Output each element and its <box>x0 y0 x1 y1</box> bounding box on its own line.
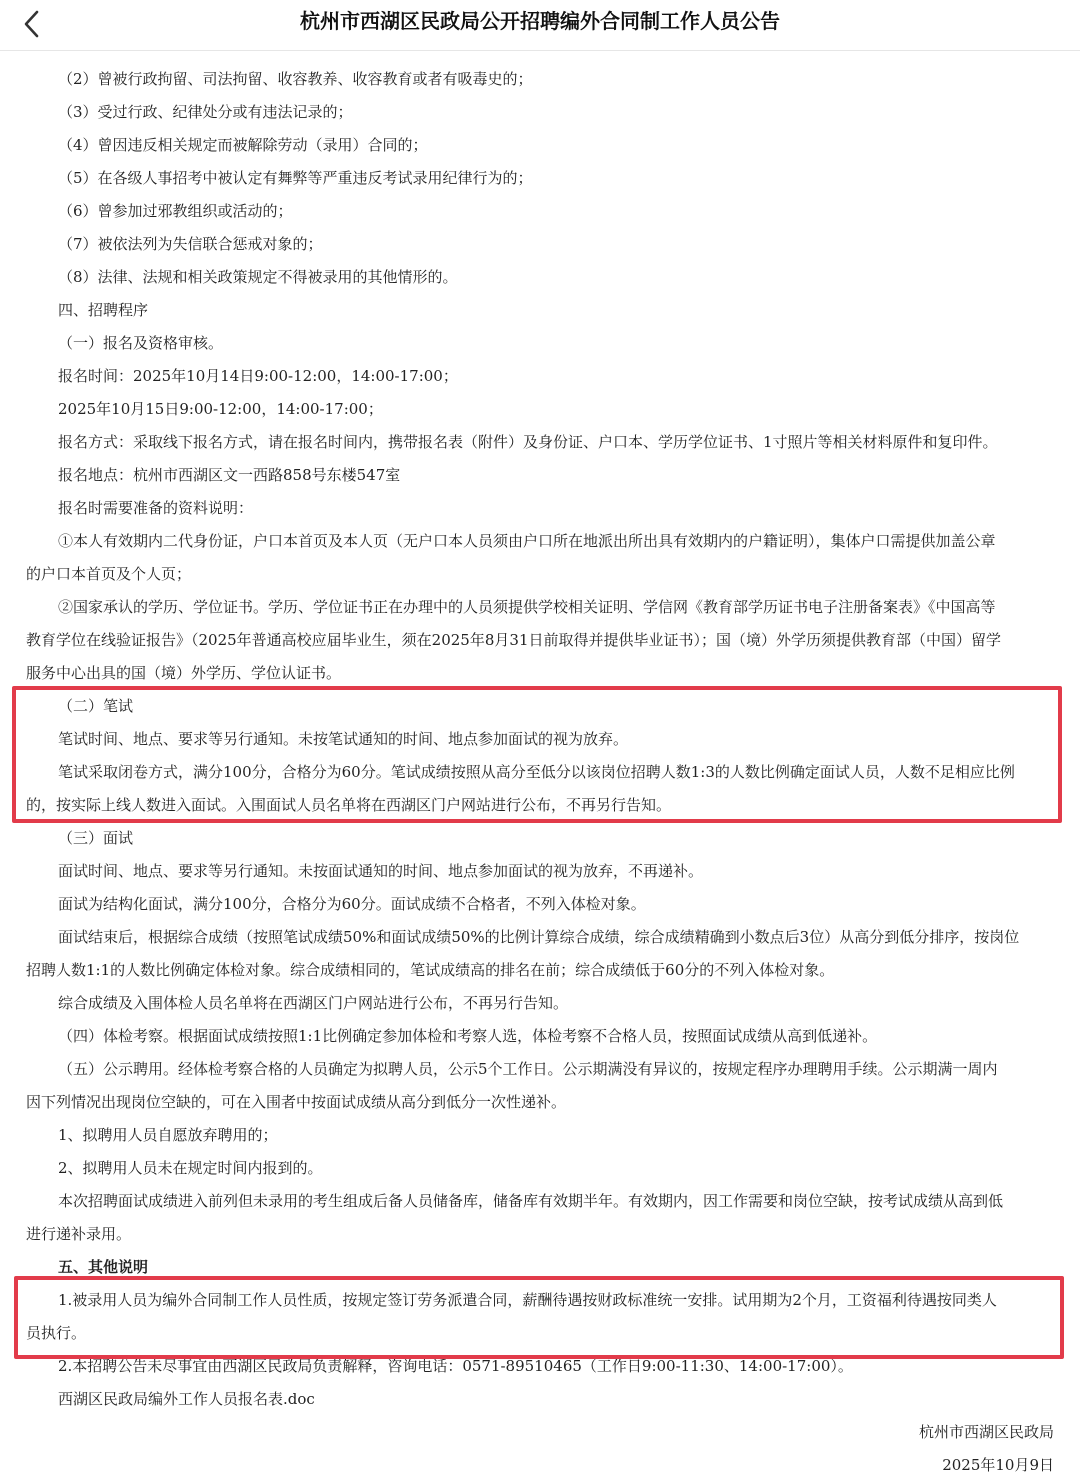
interview-ranking-cont: 招聘人数1:1的人数比例确定体检对象。综合成绩相同的，笔试成绩高的排名在前；综合成绩低于60分的不列入体检对象。 <box>26 961 835 979</box>
subsection-heading-written-exam: （二）笔试 <box>58 697 134 715</box>
written-exam-scoring: 笔试采取闭卷方式，满分100分，合格分为60分。笔试成绩按照从高分至低分以该岗位招聘人数1:3的人数比例确定面试人员，人数不足相应比例 <box>58 763 1015 781</box>
materials-heading: 报名时需要准备的资料说明： <box>58 499 254 517</box>
disqualification-item-6: （6）曾参加过邪教组织或活动的； <box>58 202 293 220</box>
nav-header <box>0 0 1080 51</box>
page-title: 杭州市西湖区民政局公开招聘编外合同制工作人员公告 <box>300 9 780 33</box>
reserve-pool: 本次招聘面试成绩进入前列但未录用的考生组成后备人员储备库，储备库有效期半年。有效期内，因工作需要和岗位空缺，按考试成绩从高到低 <box>58 1192 1004 1210</box>
materials-item-2-cont-2: 服务中心出具的国（境）外学历、学位认证书。 <box>26 664 342 682</box>
interview-scoring: 面试为结构化面试，满分100分，合格分为60分。面试成绩不合格者，不列入体检对象。 <box>58 895 646 913</box>
disqualification-item-7: （7）被依法列为失信联合惩戒对象的； <box>58 235 323 253</box>
disqualification-item-4: （4）曾因违反相关规定而被解除劳动（录用）合同的； <box>58 136 428 154</box>
interview-notice: 面试时间、地点、要求等另行通知。未按面试通知的时间、地点参加面试的视为放弃，不再递补。 <box>58 862 704 880</box>
subsection-heading-interview: （三）面试 <box>58 829 134 847</box>
subsection-heading-registration: （一）报名及资格审核。 <box>58 334 224 352</box>
section-heading-procedure: 四、招聘程序 <box>58 301 149 319</box>
back-button[interactable] <box>14 6 50 42</box>
chevron-left-icon <box>21 9 43 39</box>
registration-location: 报名地点：杭州市西湖区文一西路858号东楼547室 <box>58 466 401 484</box>
materials-item-2: ②国家承认的学历、学位证书。学历、学位证书正在办理中的人员须提供学校相关证明、学信网《教育部学历证书电子注册备案表》《中国高等 <box>58 598 996 616</box>
registration-time-2: 2025年10月15日9:00-12:00，14:00-17:00； <box>58 400 383 418</box>
interview-publication: 综合成绩及入围体检人员名单将在西湖区门户网站进行公布，不再另行告知。 <box>58 994 569 1012</box>
vacancy-case-1: 1、拟聘用人员自愿放弃聘用的； <box>58 1126 278 1144</box>
registration-method: 报名方式：采取线下报名方式，请在报名时间内，携带报名表（附件）及身份证、户口本、学历学位证书、1寸照片等相关材料原件和复印件。 <box>58 433 998 451</box>
materials-item-2-cont: 教育学位在线验证报告》（2025年普通高校应届毕业生，须在2025年8月31日前取得并提供毕业证书）；国（境）外学历须提供教育部（中国）留学 <box>26 631 1001 649</box>
other-item-1-cont: 员执行。 <box>26 1324 87 1342</box>
vacancy-case-2: 2、拟聘用人员未在规定时间内报到的。 <box>58 1159 323 1177</box>
disqualification-item-8: （8）法律、法规和相关政策规定不得被录用的其他情形的。 <box>58 268 458 286</box>
subsection-publicity-cont: 因下列情况出现岗位空缺的，可在入围者中按面试成绩从高分到低分一次性递补。 <box>26 1093 567 1111</box>
disqualification-item-2: （2）曾被行政拘留、司法拘留、收容教养、收容教育或者有吸毒史的； <box>58 70 533 88</box>
disqualification-item-5: （5）在各级人事招考中被认定有舞弊等严重违反考试录用纪律行为的； <box>58 169 533 187</box>
subsection-publicity: （五）公示聘用。经体检考察合格的人员确定为拟聘人员，公示5个工作日。公示期满没有异议的，按规定程序办理聘用手续。公示期满一周内 <box>58 1060 998 1078</box>
written-exam-scoring-cont: 的，按实际上线人数进入面试。入围面试人员名单将在西湖区门户网站进行公布，不再另行告知。 <box>26 796 672 814</box>
section-heading-other: 五、其他说明 <box>58 1258 149 1276</box>
materials-item-1-cont: 的户口本首页及个人页； <box>26 565 192 583</box>
other-item-1: 1.被录用人员为编外合同制工作人员性质，按规定签订劳务派遣合同，薪酬待遇按财政标准统一安排。试用期为2个月，工资福利待遇按同类人 <box>58 1291 997 1309</box>
subsection-physical-exam: （四）体检考察。根据面试成绩按照1:1比例确定参加体检和考察人选，体检考察不合格人员，按照面试成绩从高到低递补。 <box>58 1027 878 1045</box>
materials-item-1: ①本人有效期内二代身份证，户口本首页及本人页（无户口本人员须由户口所在地派出所出具有效期内的户籍证明），集体户口需提供加盖公章 <box>58 532 996 550</box>
interview-ranking: 面试结束后，根据综合成绩（按照笔试成绩50%和面试成绩50%的比例计算综合成绩，综合成绩精确到小数点后3位）从高分到低分排序，按岗位 <box>58 928 1020 946</box>
signature-date: 2025年10月9日 <box>942 1456 1054 1474</box>
signature-org: 杭州市西湖区民政局 <box>918 1423 1054 1441</box>
reserve-pool-cont: 进行递补录用。 <box>26 1225 132 1243</box>
disqualification-item-3: （3）受过行政、纪律处分或有违法记录的； <box>58 103 353 121</box>
written-exam-notice: 笔试时间、地点、要求等另行通知。未按笔试通知的时间、地点参加面试的视为放弃。 <box>58 730 629 748</box>
registration-time: 报名时间：2025年10月14日9:00-12:00，14:00-17:00； <box>58 367 458 385</box>
attachment-link[interactable]: 西湖区民政局编外工作人员报名表.doc <box>58 1390 315 1408</box>
other-item-2: 2.本招聘公告未尽事宜由西湖区民政局负责解释，咨询电话：0571-89510465（工作日9:00-11:30、14:00-17:00）。 <box>58 1357 853 1375</box>
